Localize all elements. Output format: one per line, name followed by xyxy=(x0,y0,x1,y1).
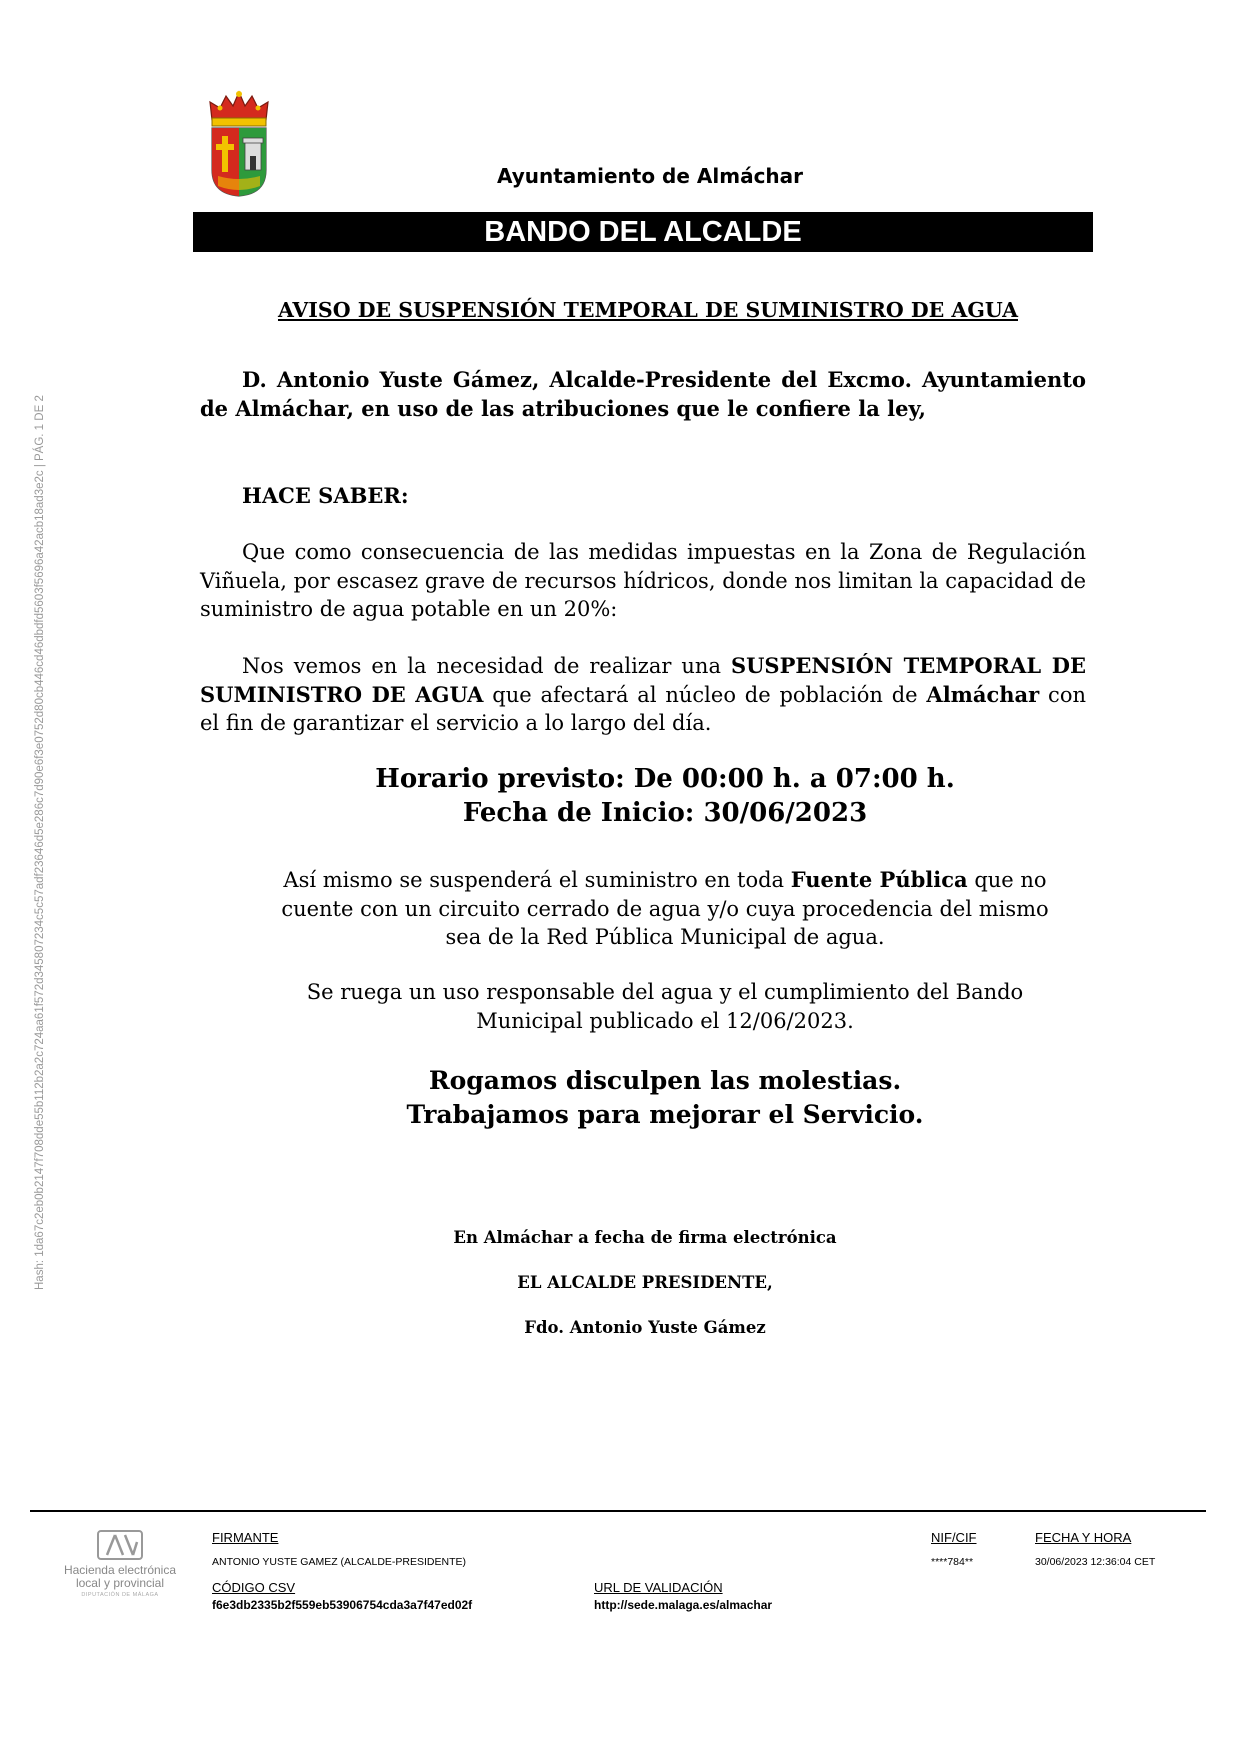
url-validation-label: URL DE VALIDACIÓN xyxy=(594,1580,723,1595)
schedule-hours: Horario previsto: De 00:00 h. a 07:00 h. xyxy=(375,764,955,794)
hacienda-logo-icon xyxy=(97,1530,143,1560)
closing-block xyxy=(200,1064,1130,1132)
coat-of-arms-icon xyxy=(206,90,272,198)
text-bold: Fuente Pública xyxy=(790,867,968,892)
organization-name: Ayuntamiento de Almáchar xyxy=(496,164,804,188)
logo-text-line: local y provincial xyxy=(75,1576,165,1590)
document-subject: AVISO DE SUSPENSIÓN TEMPORAL DE SUMINISTRO DE AGUA xyxy=(277,298,1018,322)
hace-saber-heading: HACE SABER: xyxy=(242,483,409,508)
signature-place-date: En Almáchar a fecha de firma electrónica xyxy=(453,1228,837,1247)
text-bold: Almáchar xyxy=(926,681,1040,707)
fecha-hora-label: FECHA Y HORA xyxy=(1035,1530,1132,1545)
fecha-hora-value: 30/06/2023 12:36:04 CET xyxy=(1035,1556,1156,1568)
paragraph-responsible-use xyxy=(200,978,1130,1035)
text-part: Así mismo se suspenderá el suministro en toda xyxy=(283,868,791,892)
closing-apology: Rogamos disculpen las molestias. xyxy=(428,1066,902,1095)
logo-text-line: Hacienda electrónica xyxy=(63,1563,177,1577)
text-part: con el fin de garantizar el servicio a lo largo del día. xyxy=(200,682,1086,735)
footer-divider xyxy=(30,1510,1206,1512)
text-line: cuente con un circuito cerrado de agua y/o cuya procedencia del mismo xyxy=(281,896,1049,921)
text-bold: SUSPENSIÓN TEMPORAL DE SUMINISTRO DE AGUA xyxy=(200,653,1086,707)
text-line: Se ruega un uso responsable del agua y el cumplimiento del Bando xyxy=(306,980,1024,1004)
paragraph-suspension xyxy=(200,652,1086,738)
text-part: Nos vemos en la necesidad de realizar una xyxy=(242,654,731,678)
schedule-start-date: Fecha de Inicio: 30/06/2023 xyxy=(462,798,868,828)
paragraph-public-fountains xyxy=(200,866,1130,952)
csv-label: CÓDIGO CSV xyxy=(212,1580,296,1595)
schedule-block xyxy=(200,762,1130,830)
intro-paragraph: D. Antonio Yuste Gámez, Alcalde-Presidente del Excmo. Ayuntamiento de Almáchar, en uso de las atribuciones que le confiere la ley, xyxy=(200,367,1086,421)
csv-value[interactable]: f6e3db2335b2f559eb53906754cda3a7f47ed02f xyxy=(212,1598,473,1612)
firmante-value: ANTONIO YUSTE GAMEZ (ALCALDE-PRESIDENTE) xyxy=(212,1556,466,1568)
paragraph-cause: Que como consecuencia de las medidas impuestas en la Zona de Regulación Viñuela, por escasez grave de recursos hídricos, donde nos limitan la capacidad de suministro de agua potable en un 20%: xyxy=(200,540,1086,621)
signature-name: Fdo. Antonio Yuste Gámez xyxy=(524,1318,766,1337)
firmante-label: FIRMANTE xyxy=(212,1530,279,1545)
hacienda-electronica-logo xyxy=(60,1530,180,1600)
nif-value: ****784** xyxy=(931,1556,974,1568)
text-line: Municipal publicado el 12/06/2023. xyxy=(476,1008,854,1033)
text-part: que no xyxy=(967,868,1047,892)
document-banner-title: BANDO DEL ALCALDE xyxy=(193,212,1093,252)
text-line: sea de la Red Pública Municipal de agua. xyxy=(445,925,885,949)
nif-label: NIF/CIF xyxy=(931,1530,977,1545)
closing-commitment: Trabajamos para mejorar el Servicio. xyxy=(406,1100,924,1129)
text-line xyxy=(200,866,1130,895)
text-part: que afectará al núcleo de población de xyxy=(483,682,927,707)
side-hash-stamp: Hash: 1da67c2eb0b2147f708dde55b112b2a2c724aa61f572d345807234c5c57adf23646d5e286c7d90e6f3e0752d80cb446cd46dbdfd5603f5696a42acb18ad3e2c | PÁG. 1 DE 2 xyxy=(34,395,46,1290)
url-validation-link[interactable]: http://sede.malaga.es/almachar xyxy=(594,1598,773,1612)
logo-subtext: DIPUTACIÓN DE MÁLAGA xyxy=(81,1592,159,1598)
signature-title: EL ALCALDE PRESIDENTE, xyxy=(517,1273,773,1292)
